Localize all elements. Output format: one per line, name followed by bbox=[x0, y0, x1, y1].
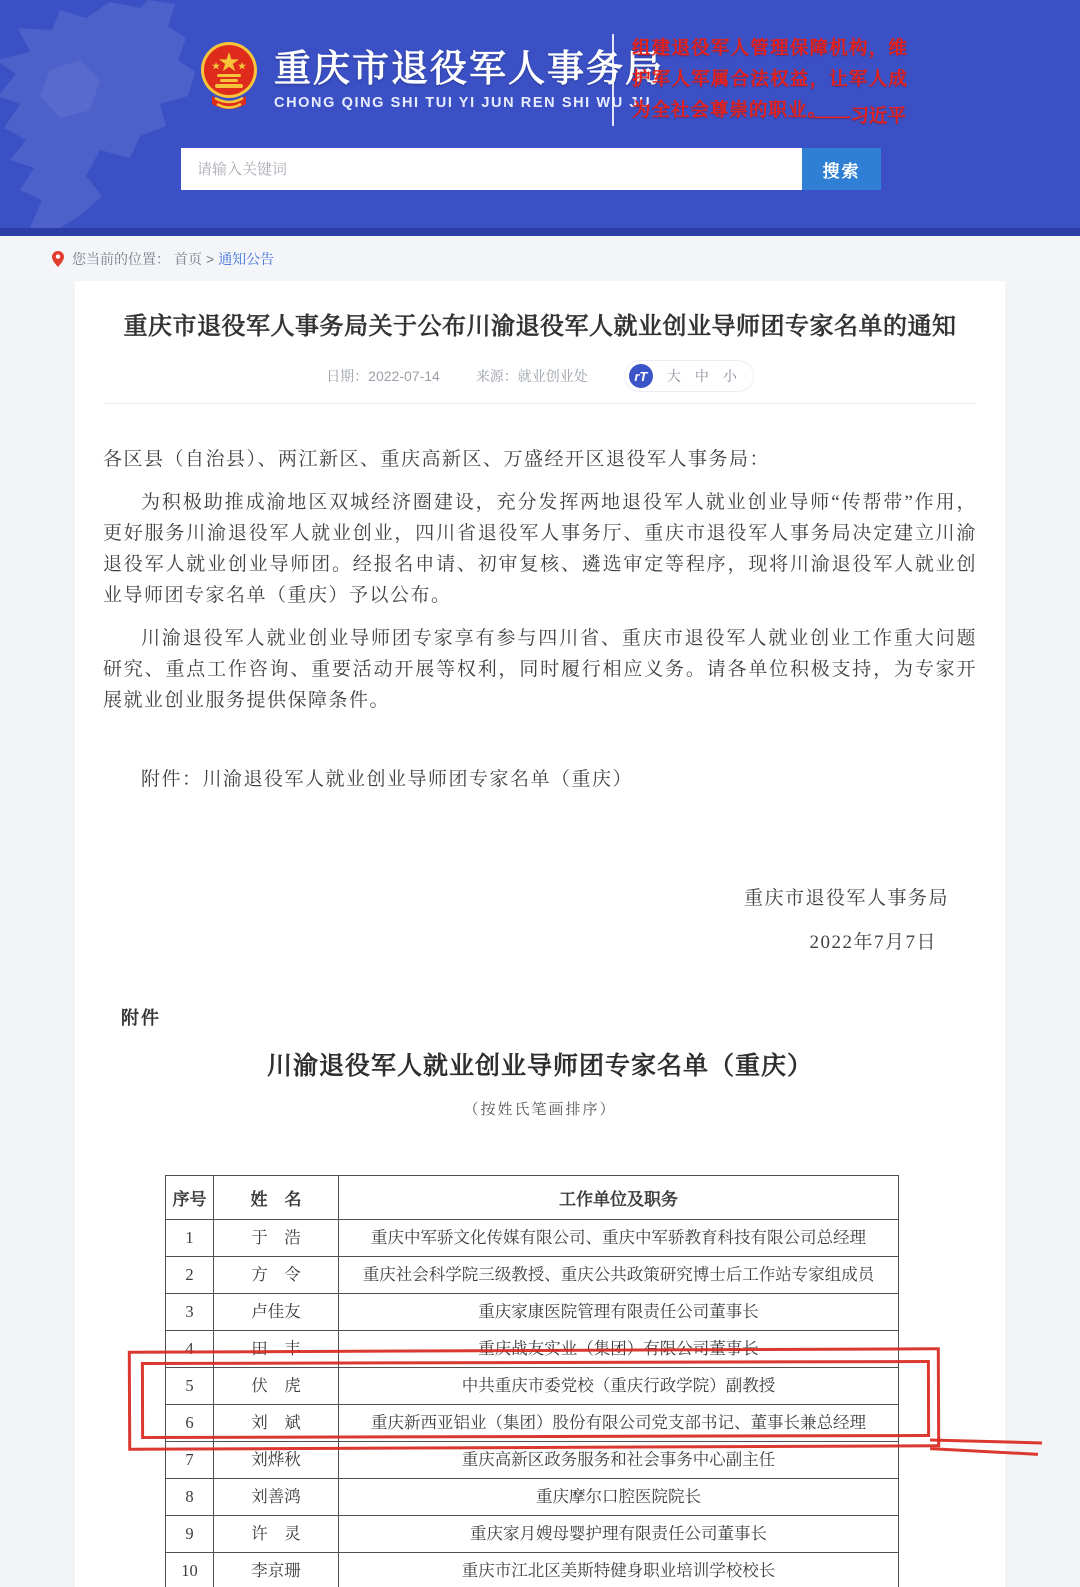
cell-index: 6 bbox=[166, 1405, 214, 1442]
cell-index: 10 bbox=[166, 1553, 214, 1587]
table-row bbox=[166, 1516, 899, 1553]
cell-index: 9 bbox=[166, 1516, 214, 1553]
table-row bbox=[166, 1405, 899, 1442]
header-name: 姓 名 bbox=[214, 1176, 339, 1220]
search-button[interactable]: 搜索 bbox=[802, 148, 881, 190]
site-subtitle-pinyin: CHONG QING SHI TUI YI JUN REN SHI WU JU bbox=[274, 94, 652, 111]
header-index: 序号 bbox=[166, 1176, 214, 1220]
cell-expert-name: 田 丰 bbox=[214, 1331, 339, 1368]
table-row bbox=[166, 1257, 899, 1294]
breadcrumb-current-link[interactable]: 通知公告 bbox=[218, 250, 275, 267]
attachment-label: 附件 bbox=[121, 1008, 161, 1028]
cell-expert-position: 重庆摩尔口腔医院院长 bbox=[339, 1479, 899, 1516]
table-header-row bbox=[166, 1176, 899, 1220]
table-row bbox=[166, 1442, 899, 1479]
body-paragraph-2: 川渝退役军人就业创业导师团专家享有参与四川省、重庆市退役军人就业创业工作重大问题研究、重点工作咨询、重要活动开展等权利，同时履行相应义务。请各单位积极支持，为专家开展就业创业服务提供保障条件。 bbox=[103, 628, 977, 711]
issue-date: 2022年7月7日 bbox=[809, 932, 937, 953]
body-paragraph-1: 为积极助推成渝地区双城经济圈建设，充分发挥两地退役军人就业创业导师“传帮带”作用，更好服务川渝退役军人就业创业，四川省退役军人事务厅、重庆市退役军人事务局决定建立川渝退役军人就业创业导师团。经报名申请、初审复核、遴选审定等程序，现将川渝退役军人就业创业导师团专家名单（重庆）予以公布。 bbox=[103, 492, 977, 606]
cell-expert-position: 重庆新西亚铝业（集团）股份有限公司党支部书记、董事长兼总经理 bbox=[339, 1405, 899, 1442]
site-title: 重庆市退役军人事务局 bbox=[274, 47, 664, 89]
salutation-line: 各区县（自治县）、两江新区、重庆高新区、万盛经开区退役军人事务局： bbox=[103, 449, 771, 470]
font-size-medium[interactable]: 中 bbox=[694, 368, 709, 384]
article-card bbox=[75, 281, 1005, 1587]
meta-divider bbox=[103, 403, 977, 404]
breadcrumb-home-link[interactable]: 首页 bbox=[174, 250, 202, 267]
cell-index: 2 bbox=[166, 1257, 214, 1294]
table-row bbox=[166, 1331, 899, 1368]
cell-expert-name: 许 灵 bbox=[214, 1516, 339, 1553]
font-size-small[interactable]: 小 bbox=[722, 368, 737, 384]
search-bar bbox=[181, 148, 881, 190]
experts-table-body bbox=[166, 1220, 899, 1587]
cell-expert-position: 重庆家月嫂母婴护理有限责任公司董事长 bbox=[339, 1516, 899, 1553]
cell-index: 4 bbox=[166, 1331, 214, 1368]
attachment-subtitle: （按姓氏笔画排序） bbox=[463, 1102, 617, 1118]
cell-index: 8 bbox=[166, 1479, 214, 1516]
breadcrumb bbox=[0, 236, 1080, 281]
breadcrumb-prefix: 您当前的位置： bbox=[72, 250, 170, 267]
cell-index: 1 bbox=[166, 1220, 214, 1257]
attachment-title: 川渝退役军人就业创业导师团专家名单（重庆） bbox=[266, 1053, 813, 1080]
cell-expert-position: 中共重庆市委党校（重庆行政学院）副教授 bbox=[339, 1368, 899, 1405]
header-bottom-strip bbox=[0, 228, 1080, 236]
cell-expert-name: 卢佳友 bbox=[214, 1294, 339, 1331]
table-row bbox=[166, 1479, 899, 1516]
cell-index: 3 bbox=[166, 1294, 214, 1331]
national-emblem-icon bbox=[198, 40, 260, 118]
cell-expert-position: 重庆高新区政务服务和社会事务中心副主任 bbox=[339, 1442, 899, 1479]
leader-quote-attribution: ——习近平 bbox=[813, 107, 906, 127]
font-size-large[interactable]: 大 bbox=[666, 368, 681, 384]
cell-expert-name: 刘烨秋 bbox=[214, 1442, 339, 1479]
cell-expert-position: 重庆战友实业（集团）有限公司董事长 bbox=[339, 1331, 899, 1368]
table-row bbox=[166, 1553, 899, 1587]
cell-expert-name: 李京珊 bbox=[214, 1553, 339, 1587]
table-row bbox=[166, 1220, 899, 1257]
cell-expert-position: 重庆市江北区美斯特健身职业培训学校校长 bbox=[339, 1553, 899, 1587]
article-source: 来源：就业创业处 bbox=[475, 368, 588, 384]
cell-expert-position: 重庆家康医院管理有限责任公司董事长 bbox=[339, 1294, 899, 1331]
header-position: 工作单位及职务 bbox=[339, 1176, 899, 1220]
breadcrumb-separator: > bbox=[206, 250, 215, 267]
article-meta-row bbox=[103, 361, 977, 391]
search-input[interactable] bbox=[181, 148, 802, 190]
cell-expert-name: 刘 斌 bbox=[214, 1405, 339, 1442]
cell-index: 7 bbox=[166, 1442, 214, 1479]
experts-table bbox=[165, 1175, 899, 1587]
cell-expert-name: 方 令 bbox=[214, 1257, 339, 1294]
cell-expert-name: 伏 虎 bbox=[214, 1368, 339, 1405]
cell-expert-name: 于 浩 bbox=[214, 1220, 339, 1257]
leader-quote-text: 组建退役军人管理保障机构，维护军人军属合法权益，让军人成为全社会尊崇的职业。 bbox=[632, 39, 908, 121]
font-resize-icon[interactable]: rT bbox=[629, 364, 653, 388]
location-pin-icon bbox=[52, 251, 64, 267]
cell-index: 5 bbox=[166, 1368, 214, 1405]
cell-expert-position: 重庆中军骄文化传媒有限公司、重庆中军骄教育科技有限公司总经理 bbox=[339, 1220, 899, 1257]
leader-quote-block bbox=[612, 34, 908, 126]
cell-expert-position: 重庆社会科学院三级教授、重庆公共政策研究博士后工作站专家组成员 bbox=[339, 1257, 899, 1294]
article-title: 重庆市退役军人事务局关于公布川渝退役军人就业创业导师团专家名单的通知 bbox=[123, 313, 957, 340]
issuer-signature: 重庆市退役军人事务局 bbox=[743, 888, 949, 909]
table-row bbox=[166, 1294, 899, 1331]
table-row bbox=[166, 1368, 899, 1405]
site-logo-row[interactable] bbox=[198, 40, 664, 118]
attachment-reference-line: 附件：川渝退役军人就业创业导师团专家名单（重庆） bbox=[141, 769, 634, 790]
article-date: 日期：2022-07-14 bbox=[326, 368, 440, 384]
cell-expert-name: 刘善鸿 bbox=[214, 1479, 339, 1516]
document-body bbox=[103, 444, 977, 958]
font-size-widget bbox=[624, 360, 754, 392]
site-header bbox=[0, 0, 1080, 228]
